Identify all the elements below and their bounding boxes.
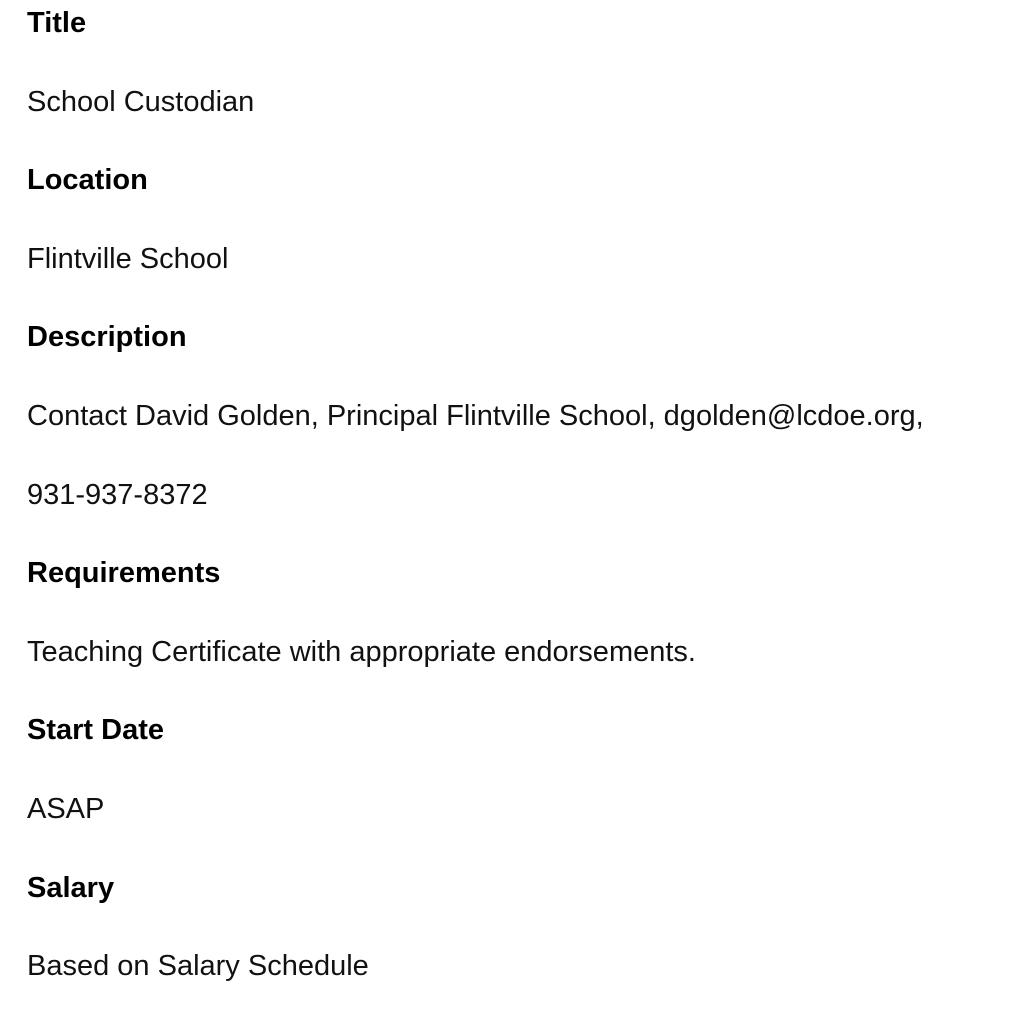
start-date-label: Start Date [27, 714, 164, 746]
location-label: Location [27, 164, 148, 196]
description-phone: 931-937-8372 [27, 479, 208, 511]
description-label: Description [27, 321, 187, 353]
salary-label: Salary [27, 872, 115, 904]
requirements-label: Requirements [27, 557, 221, 589]
description-text: Contact David Golden, Principal Flintville School, dgolden@lcdoe.org, [27, 400, 924, 432]
requirements-value: Teaching Certificate with appropriate endorsements. [27, 636, 696, 668]
salary-value: Based on Salary Schedule [27, 950, 369, 982]
title-label: Title [27, 7, 87, 39]
start-date-value: ASAP [27, 793, 105, 825]
title-value: School Custodian [27, 86, 255, 118]
location-value: Flintville School [27, 243, 229, 275]
